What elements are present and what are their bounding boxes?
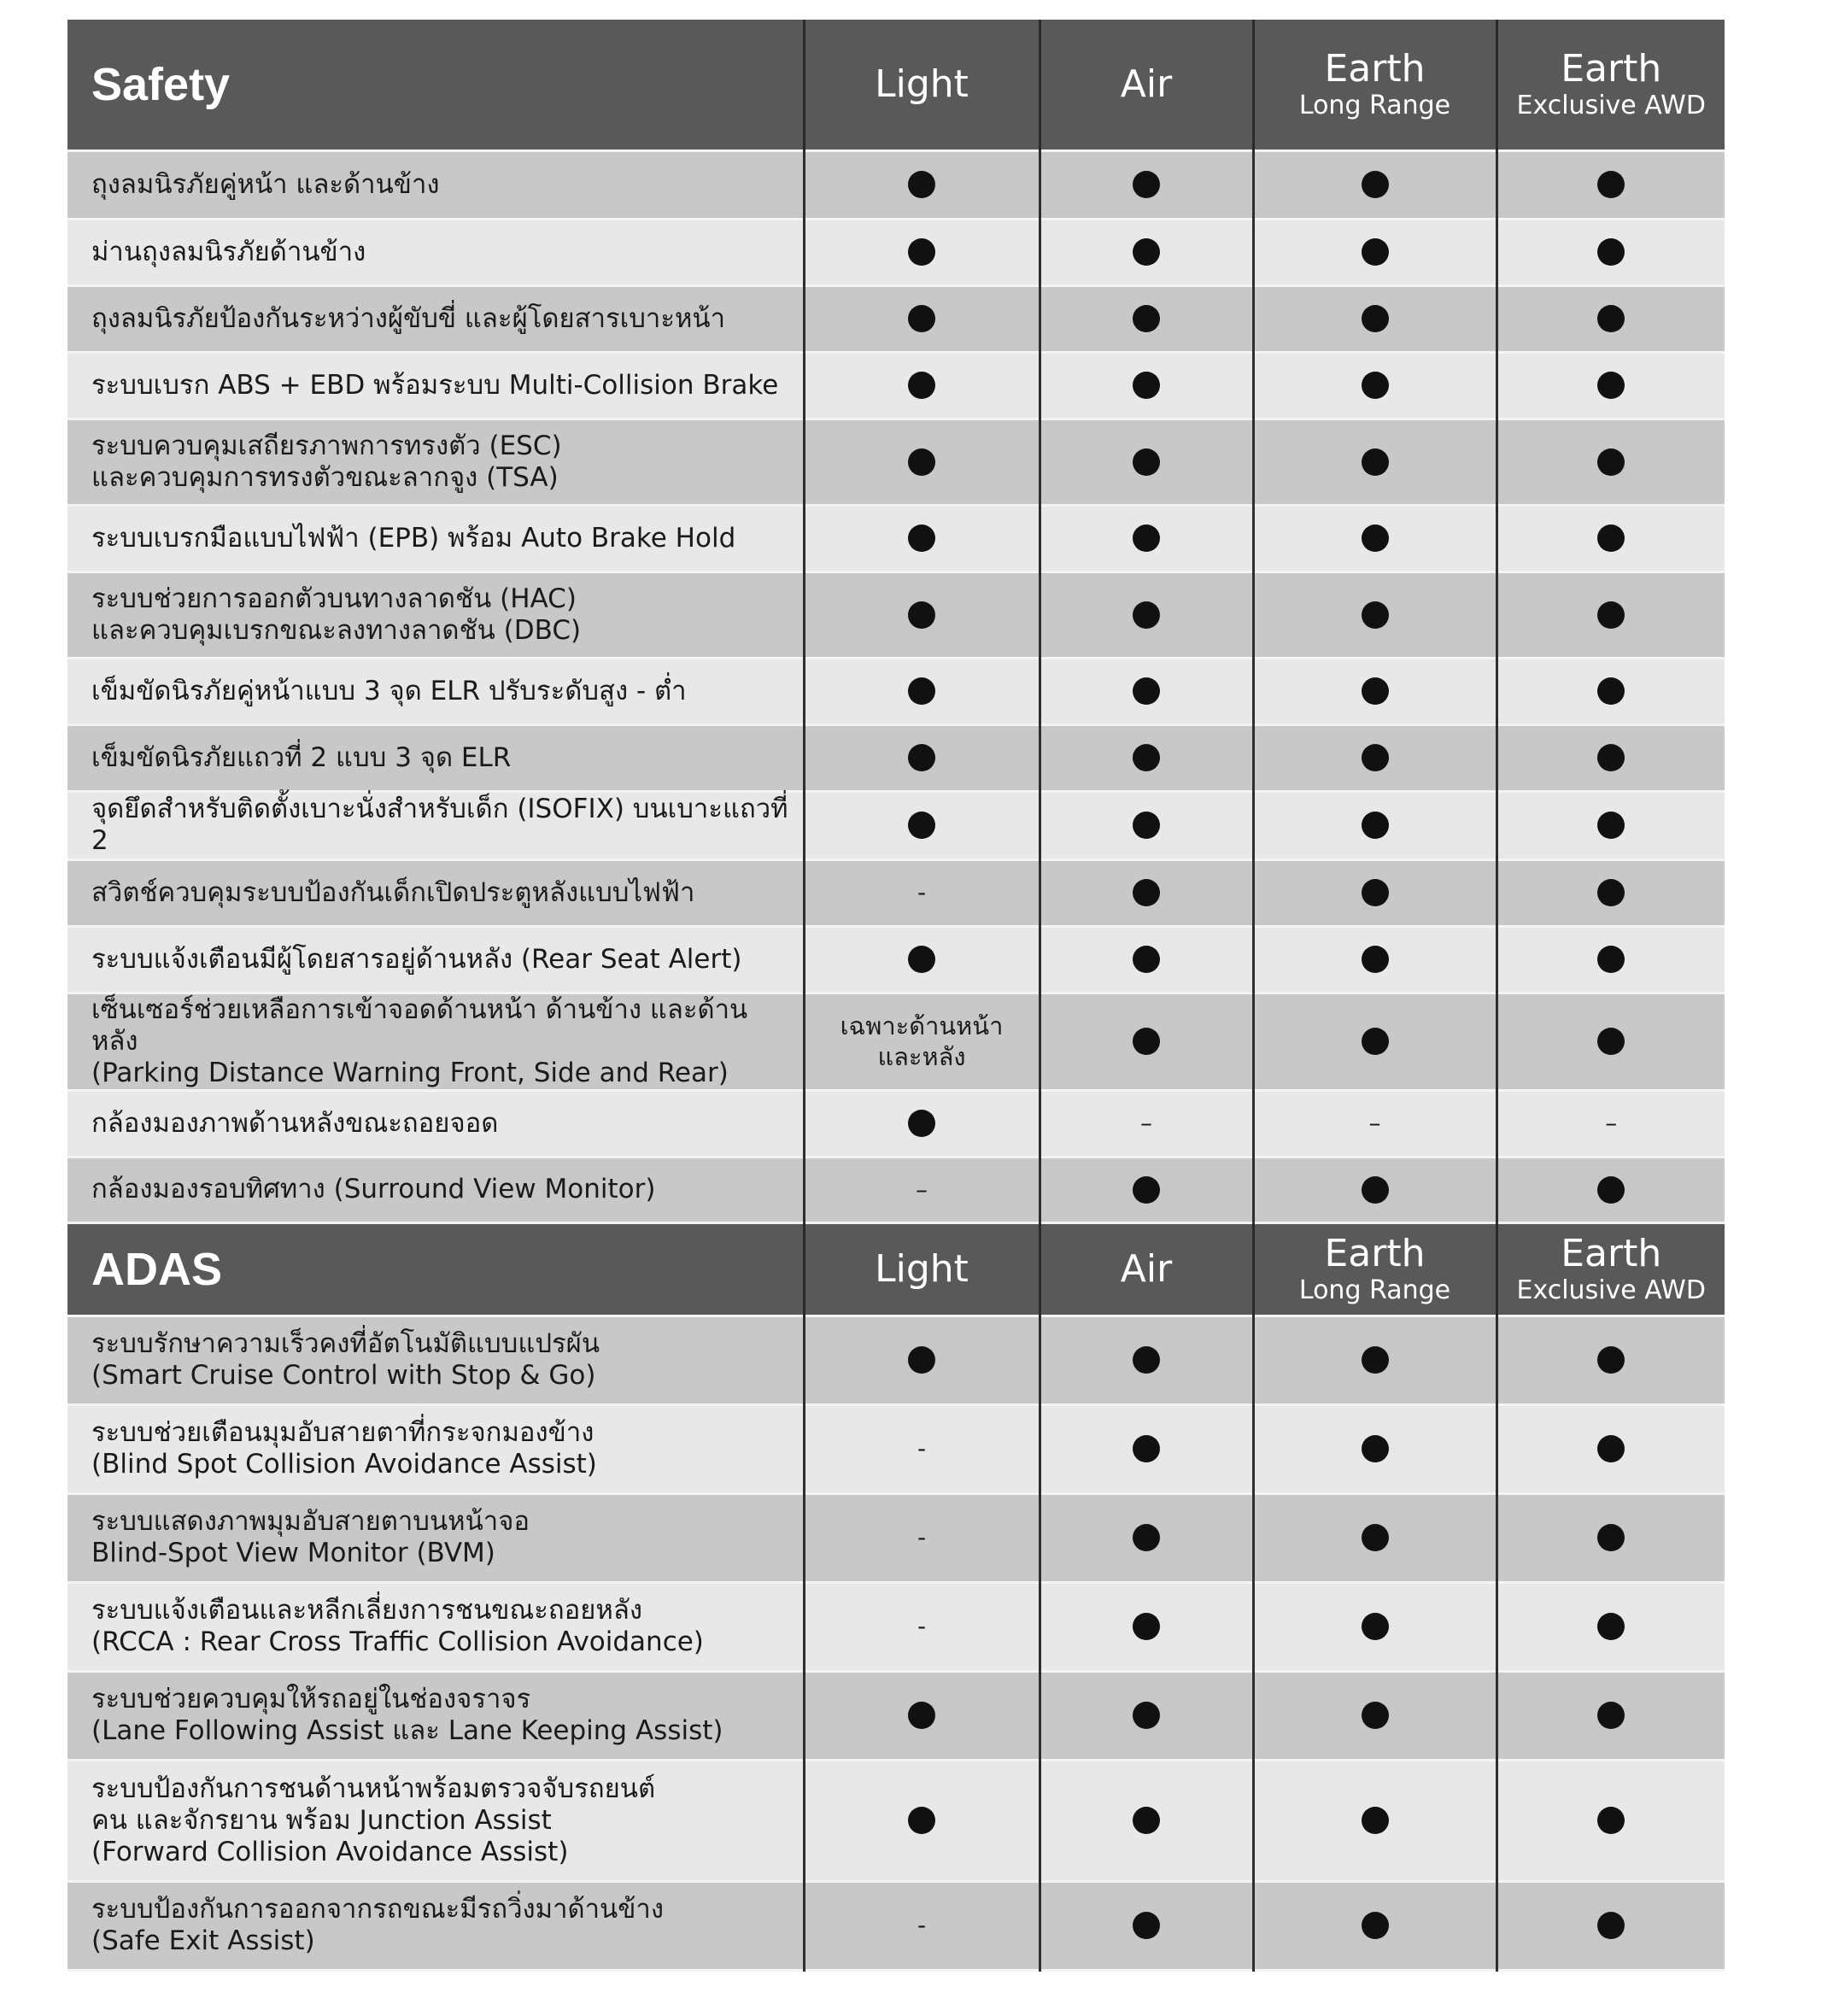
available-dot-icon bbox=[1597, 879, 1625, 906]
feature-text-line: และควบคุมการทรงตัวขณะลากจูง (TSA) bbox=[91, 461, 559, 493]
spec-table bbox=[67, 20, 1725, 1972]
adas-header-row bbox=[67, 1222, 1725, 1316]
adas-table-row bbox=[67, 1760, 1725, 1881]
safety-table-row bbox=[67, 724, 1725, 791]
availability-cell bbox=[1040, 505, 1253, 571]
available-dot-icon bbox=[1133, 1702, 1160, 1729]
available-dot-icon bbox=[1597, 525, 1625, 552]
available-dot-icon bbox=[1597, 1613, 1625, 1640]
feature-label bbox=[67, 926, 804, 993]
availability-cell bbox=[1253, 1404, 1496, 1493]
adas-table-row bbox=[67, 1582, 1725, 1671]
available-dot-icon bbox=[1133, 879, 1160, 906]
availability-cell bbox=[1496, 658, 1725, 724]
availability-cell bbox=[1253, 1881, 1496, 1970]
availability-cell bbox=[1496, 993, 1725, 1090]
availability-cell bbox=[1040, 1671, 1253, 1760]
feature-text-line: ระบบช่วยควบคุมให้รถอยู่ในช่องจราจร bbox=[91, 1684, 531, 1714]
availability-cell bbox=[1040, 859, 1253, 926]
feature-label bbox=[67, 859, 804, 926]
availability-cell bbox=[804, 1090, 1040, 1157]
column-name: Earth bbox=[1324, 46, 1426, 91]
available-dot-icon bbox=[1362, 1435, 1389, 1462]
feature-text-line: คน และจักรยาน พร้อม Junction Assist bbox=[91, 1804, 552, 1836]
availability-cell bbox=[804, 859, 1040, 926]
not-available-dash: – bbox=[1605, 1109, 1618, 1137]
availability-cell bbox=[804, 571, 1040, 658]
availability-cell bbox=[804, 505, 1040, 571]
feature-text-line: ระบบแจ้งเตือนมีผู้โดยสารอยู่ด้านหลัง (Rear Seat Alert) bbox=[91, 943, 742, 975]
availability-cell bbox=[1253, 1157, 1496, 1222]
availability-cell bbox=[1496, 859, 1725, 926]
available-dot-icon bbox=[1133, 448, 1160, 476]
availability-cell bbox=[804, 1582, 1040, 1671]
available-dot-icon bbox=[1597, 448, 1625, 476]
available-dot-icon bbox=[1362, 744, 1389, 771]
availability-cell bbox=[1496, 571, 1725, 658]
feature-label bbox=[67, 285, 804, 352]
availability-cell bbox=[804, 1157, 1040, 1222]
available-dot-icon bbox=[1133, 744, 1160, 771]
safety-table-row bbox=[67, 352, 1725, 419]
available-dot-icon bbox=[1133, 1807, 1160, 1834]
availability-cell bbox=[804, 993, 1040, 1090]
availability-cell bbox=[1496, 352, 1725, 419]
adas-table-row bbox=[67, 1316, 1725, 1404]
availability-cell bbox=[1496, 1582, 1725, 1671]
availability-cell bbox=[804, 1760, 1040, 1881]
not-available-dash: – bbox=[916, 1175, 928, 1204]
safety-section-title: Safety bbox=[67, 20, 804, 150]
available-dot-icon bbox=[1133, 1912, 1160, 1939]
feature-text-line: (Forward Collision Avoidance Assist) bbox=[91, 1836, 569, 1867]
available-dot-icon bbox=[1362, 946, 1389, 973]
availability-cell bbox=[1040, 1493, 1253, 1582]
available-dot-icon bbox=[1362, 812, 1389, 839]
availability-cell bbox=[804, 219, 1040, 285]
availability-cell bbox=[804, 658, 1040, 724]
not-available-dash: - bbox=[917, 1911, 927, 1939]
feature-label bbox=[67, 219, 804, 285]
availability-cell bbox=[804, 1493, 1040, 1582]
availability-cell bbox=[1253, 1090, 1496, 1157]
available-dot-icon bbox=[1133, 601, 1160, 629]
feature-label bbox=[67, 993, 804, 1090]
availability-cell bbox=[1253, 859, 1496, 926]
available-dot-icon bbox=[908, 812, 935, 839]
availability-cell bbox=[1496, 1493, 1725, 1582]
available-dot-icon bbox=[1362, 1028, 1389, 1055]
availability-cell bbox=[1040, 150, 1253, 219]
safety-table-row bbox=[67, 1090, 1725, 1157]
availability-cell bbox=[1496, 1760, 1725, 1881]
feature-text-line: เซ็นเซอร์ช่วยเหลือการเข้าจอดด้านหน้า ด้านข้าง และด้านหลัง bbox=[91, 993, 748, 1057]
available-dot-icon bbox=[1597, 1807, 1625, 1834]
available-dot-icon bbox=[1133, 1613, 1160, 1640]
availability-cell bbox=[1496, 1881, 1725, 1970]
adas-section-title: ADAS bbox=[67, 1222, 804, 1316]
availability-cell bbox=[1040, 1881, 1253, 1970]
available-dot-icon bbox=[1597, 601, 1625, 629]
available-dot-icon bbox=[1597, 744, 1625, 771]
available-dot-icon bbox=[1133, 812, 1160, 839]
availability-cell bbox=[1496, 1316, 1725, 1404]
availability-cell bbox=[1253, 926, 1496, 993]
available-dot-icon bbox=[1597, 305, 1625, 332]
not-available-dash: - bbox=[917, 1434, 927, 1462]
feature-text-line: ระบบแสดงภาพมุมอับสายตาบนหน้าจอ bbox=[91, 1506, 530, 1537]
adas-table-row bbox=[67, 1493, 1725, 1582]
available-dot-icon bbox=[1597, 1912, 1625, 1939]
feature-label bbox=[67, 419, 804, 505]
adas-table-row bbox=[67, 1671, 1725, 1760]
availability-cell bbox=[1253, 1582, 1496, 1671]
safety-column-header bbox=[1040, 20, 1253, 150]
available-dot-icon bbox=[1597, 946, 1625, 973]
feature-text-line: ระบบรักษาความเร็วคงที่อัตโนมัติแบบแปรผัน bbox=[91, 1328, 600, 1359]
availability-cell bbox=[1496, 926, 1725, 993]
feature-text-line: ระบบเบรกมือแบบไฟฟ้า (EPB) พร้อม Auto Brake Hold bbox=[91, 522, 736, 554]
available-dot-icon bbox=[908, 1807, 935, 1834]
feature-text-line: ระบบป้องกันการออกจากรถขณะมีรถวิ่งมาด้านข้าง bbox=[91, 1894, 664, 1925]
column-name: Light bbox=[875, 1246, 969, 1291]
availability-cell bbox=[1496, 724, 1725, 791]
not-available-dash: – bbox=[1140, 1109, 1152, 1137]
availability-note: เฉพาะด้านหน้า bbox=[840, 1011, 1004, 1040]
feature-label bbox=[67, 791, 804, 859]
feature-label bbox=[67, 724, 804, 791]
feature-label bbox=[67, 1760, 804, 1881]
feature-text-line: ระบบแจ้งเตือนและหลีกเลี่ยงการชนขณะถอยหลัง bbox=[91, 1595, 642, 1626]
adas-column-header bbox=[1040, 1222, 1253, 1316]
feature-text-line: ถุงลมนิรภัยป้องกันระหว่างผู้ขับขี่ และผู้โดยสารเบาะหน้า bbox=[91, 302, 726, 334]
safety-table-row bbox=[67, 993, 1725, 1090]
feature-text-line: จุดยึดสำหรับติดตั้งเบาะนั่งสำหรับเด็ก (ISOFIX) บนเบาะแถวที่ 2 bbox=[91, 794, 788, 856]
availability-cell bbox=[804, 724, 1040, 791]
available-dot-icon bbox=[908, 744, 935, 771]
availability-cell bbox=[1040, 285, 1253, 352]
available-dot-icon bbox=[1597, 1435, 1625, 1462]
not-available-dash: – bbox=[1368, 1109, 1381, 1137]
availability-cell bbox=[1253, 419, 1496, 505]
safety-table-row bbox=[67, 859, 1725, 926]
available-dot-icon bbox=[1133, 171, 1160, 198]
column-subname: Long Range bbox=[1298, 90, 1451, 120]
availability-cell bbox=[804, 791, 1040, 859]
available-dot-icon bbox=[1597, 1028, 1625, 1055]
column-subname: Exclusive AWD bbox=[1516, 1275, 1706, 1305]
available-dot-icon bbox=[1133, 238, 1160, 266]
available-dot-icon bbox=[1362, 525, 1389, 552]
availability-cell bbox=[1253, 791, 1496, 859]
column-subname: Long Range bbox=[1298, 1275, 1451, 1305]
feature-label bbox=[67, 352, 804, 419]
available-dot-icon bbox=[908, 1110, 935, 1137]
safety-table-row bbox=[67, 150, 1725, 219]
available-dot-icon bbox=[908, 525, 935, 552]
feature-label bbox=[67, 1671, 804, 1760]
availability-cell bbox=[1040, 658, 1253, 724]
availability-cell bbox=[1253, 505, 1496, 571]
available-dot-icon bbox=[1133, 946, 1160, 973]
availability-cell bbox=[1253, 658, 1496, 724]
available-dot-icon bbox=[1362, 677, 1389, 705]
column-subname: Exclusive AWD bbox=[1516, 90, 1706, 120]
available-dot-icon bbox=[1362, 305, 1389, 332]
availability-cell bbox=[1040, 1157, 1253, 1222]
feature-text-line: (Lane Following Assist และ Lane Keeping Assist) bbox=[91, 1715, 723, 1746]
safety-table-row bbox=[67, 219, 1725, 285]
available-dot-icon bbox=[1133, 525, 1160, 552]
availability-cell bbox=[1253, 993, 1496, 1090]
availability-cell bbox=[1040, 1582, 1253, 1671]
available-dot-icon bbox=[908, 372, 935, 399]
column-name: Earth bbox=[1324, 1231, 1426, 1275]
safety-table-row bbox=[67, 419, 1725, 505]
adas-column-header bbox=[804, 1222, 1040, 1316]
availability-cell bbox=[1496, 1404, 1725, 1493]
available-dot-icon bbox=[1133, 1028, 1160, 1055]
availability-cell bbox=[1040, 419, 1253, 505]
available-dot-icon bbox=[1597, 372, 1625, 399]
feature-label bbox=[67, 1316, 804, 1404]
available-dot-icon bbox=[908, 171, 935, 198]
available-dot-icon bbox=[1133, 1346, 1160, 1374]
availability-cell bbox=[1040, 571, 1253, 658]
feature-label bbox=[67, 1404, 804, 1493]
column-name: Earth bbox=[1561, 46, 1662, 91]
feature-label bbox=[67, 658, 804, 724]
feature-text-line: สวิตช์ควบคุมระบบป้องกันเด็กเปิดประตูหลังแบบไฟฟ้า bbox=[91, 876, 695, 908]
feature-text-line: เข็มขัดนิรภัยคู่หน้าแบบ 3 จุด ELR ปรับระดับสูง - ต่ำ bbox=[91, 675, 687, 706]
feature-text-line: (RCCA : Rear Cross Traffic Collision Avoidance) bbox=[91, 1626, 704, 1657]
availability-cell bbox=[1253, 724, 1496, 791]
not-available-dash: - bbox=[917, 1523, 927, 1551]
feature-label bbox=[67, 1090, 804, 1157]
available-dot-icon bbox=[1362, 171, 1389, 198]
safety-table-row bbox=[67, 285, 1725, 352]
available-dot-icon bbox=[1133, 1176, 1160, 1204]
availability-cell bbox=[804, 352, 1040, 419]
availability-cell bbox=[804, 419, 1040, 505]
availability-cell bbox=[804, 1316, 1040, 1404]
feature-text-line: กล้องมองรอบทิศทาง (Surround View Monitor) bbox=[91, 1174, 656, 1204]
available-dot-icon bbox=[908, 1346, 935, 1374]
available-dot-icon bbox=[1597, 238, 1625, 266]
available-dot-icon bbox=[1362, 448, 1389, 476]
safety-column-header bbox=[1496, 20, 1725, 150]
availability-cell bbox=[1040, 724, 1253, 791]
adas-column-header bbox=[1253, 1222, 1496, 1316]
safety-header-row bbox=[67, 20, 1725, 150]
feature-label bbox=[67, 150, 804, 219]
feature-text-line: ระบบควบคุมเสถียรภาพการทรงตัว (ESC) bbox=[91, 430, 562, 461]
available-dot-icon bbox=[1362, 1613, 1389, 1640]
feature-text-line: ระบบป้องกันการชนด้านหน้าพร้อมตรวจจับรถยนต์ bbox=[91, 1773, 656, 1804]
feature-text-line: Blind-Spot View Monitor (BVM) bbox=[91, 1538, 495, 1568]
available-dot-icon bbox=[1133, 372, 1160, 399]
availability-cell bbox=[1496, 791, 1725, 859]
availability-cell bbox=[1040, 1090, 1253, 1157]
availability-cell bbox=[1253, 285, 1496, 352]
availability-cell bbox=[1040, 1404, 1253, 1493]
availability-cell bbox=[804, 926, 1040, 993]
available-dot-icon bbox=[908, 448, 935, 476]
feature-text-line: กล้องมองภาพด้านหลังขณะถอยจอด bbox=[91, 1107, 499, 1139]
availability-cell bbox=[804, 1881, 1040, 1970]
availability-cell bbox=[1253, 150, 1496, 219]
available-dot-icon bbox=[1362, 1176, 1389, 1204]
column-name: Air bbox=[1120, 1246, 1173, 1291]
feature-label bbox=[67, 1493, 804, 1582]
column-name: Earth bbox=[1561, 1231, 1662, 1275]
feature-label bbox=[67, 1582, 804, 1671]
feature-text-line: ระบบเบรก ABS + EBD พร้อมระบบ Multi-Collision Brake bbox=[91, 369, 779, 401]
availability-cell bbox=[1253, 1316, 1496, 1404]
feature-text-line: เข็มขัดนิรภัยแถวที่ 2 แบบ 3 จุด ELR bbox=[91, 741, 512, 773]
available-dot-icon bbox=[1133, 1524, 1160, 1551]
not-available-dash: - bbox=[917, 878, 927, 906]
feature-text-line: (Safe Exit Assist) bbox=[91, 1925, 315, 1956]
safety-table-row bbox=[67, 571, 1725, 658]
feature-label bbox=[67, 571, 804, 658]
availability-cell bbox=[804, 285, 1040, 352]
availability-cell bbox=[804, 150, 1040, 219]
available-dot-icon bbox=[1597, 677, 1625, 705]
available-dot-icon bbox=[1133, 677, 1160, 705]
available-dot-icon bbox=[1362, 879, 1389, 906]
safety-table-row bbox=[67, 791, 1725, 859]
available-dot-icon bbox=[1597, 1176, 1625, 1204]
adas-table-row bbox=[67, 1881, 1725, 1970]
feature-text-line: ระบบช่วยการออกตัวบนทางลาดชัน (HAC) bbox=[91, 583, 577, 614]
availability-cell bbox=[1496, 419, 1725, 505]
availability-cell bbox=[1253, 219, 1496, 285]
available-dot-icon bbox=[908, 1702, 935, 1729]
available-dot-icon bbox=[1362, 1702, 1389, 1729]
availability-cell bbox=[1040, 791, 1253, 859]
availability-cell bbox=[1040, 1316, 1253, 1404]
safety-table-row bbox=[67, 1157, 1725, 1222]
available-dot-icon bbox=[1597, 171, 1625, 198]
available-dot-icon bbox=[1362, 1912, 1389, 1939]
availability-cell bbox=[1253, 1493, 1496, 1582]
safety-table-row bbox=[67, 658, 1725, 724]
available-dot-icon bbox=[1597, 1524, 1625, 1551]
available-dot-icon bbox=[1362, 601, 1389, 629]
available-dot-icon bbox=[1133, 1435, 1160, 1462]
availability-cell bbox=[1040, 993, 1253, 1090]
availability-cell bbox=[1496, 1090, 1725, 1157]
available-dot-icon bbox=[1362, 372, 1389, 399]
availability-cell bbox=[1040, 926, 1253, 993]
safety-table-row bbox=[67, 505, 1725, 571]
feature-text-line: ระบบช่วยเตือนมุมอับสายตาที่กระจกมองข้าง bbox=[91, 1417, 594, 1448]
available-dot-icon bbox=[908, 238, 935, 266]
availability-cell bbox=[1253, 1760, 1496, 1881]
available-dot-icon bbox=[1362, 1346, 1389, 1374]
availability-cell bbox=[1496, 505, 1725, 571]
available-dot-icon bbox=[1597, 1702, 1625, 1729]
available-dot-icon bbox=[1362, 238, 1389, 266]
feature-text-line: ม่านถุงลมนิรภัยด้านข้าง bbox=[91, 236, 366, 267]
feature-text-line: (Blind Spot Collision Avoidance Assist) bbox=[91, 1449, 597, 1480]
feature-text-line: ถุงลมนิรภัยคู่หน้า และด้านข้าง bbox=[91, 168, 440, 200]
availability-cell bbox=[1040, 1760, 1253, 1881]
availability-cell bbox=[1253, 1671, 1496, 1760]
available-dot-icon bbox=[1597, 1346, 1625, 1374]
availability-cell bbox=[1496, 285, 1725, 352]
availability-cell bbox=[804, 1404, 1040, 1493]
feature-text-line: (Smart Cruise Control with Stop & Go) bbox=[91, 1360, 596, 1391]
available-dot-icon bbox=[1362, 1524, 1389, 1551]
feature-label bbox=[67, 1881, 804, 1970]
availability-cell bbox=[1496, 1157, 1725, 1222]
availability-cell bbox=[1496, 1671, 1725, 1760]
available-dot-icon bbox=[908, 677, 935, 705]
column-name: Air bbox=[1120, 62, 1173, 106]
feature-label bbox=[67, 505, 804, 571]
column-name: Light bbox=[875, 62, 969, 106]
available-dot-icon bbox=[908, 601, 935, 629]
available-dot-icon bbox=[908, 305, 935, 332]
safety-column-header bbox=[1253, 20, 1496, 150]
available-dot-icon bbox=[1362, 1807, 1389, 1834]
available-dot-icon bbox=[1597, 812, 1625, 839]
spec-table-container bbox=[67, 20, 1725, 1972]
feature-text-line: (Parking Distance Warning Front, Side and Rear) bbox=[91, 1057, 729, 1088]
adas-column-header bbox=[1496, 1222, 1725, 1316]
not-available-dash: - bbox=[917, 1612, 927, 1640]
available-dot-icon bbox=[1133, 305, 1160, 332]
availability-cell bbox=[1040, 352, 1253, 419]
available-dot-icon bbox=[908, 946, 935, 973]
availability-note: และหลัง bbox=[877, 1042, 966, 1071]
safety-table-row bbox=[67, 926, 1725, 993]
availability-cell bbox=[804, 1671, 1040, 1760]
availability-cell bbox=[1496, 219, 1725, 285]
availability-cell bbox=[1496, 150, 1725, 219]
feature-text-line: และควบคุมเบรกขณะลงทางลาดชัน (DBC) bbox=[91, 614, 582, 646]
feature-label bbox=[67, 1157, 804, 1222]
availability-cell bbox=[1253, 352, 1496, 419]
adas-table-row bbox=[67, 1404, 1725, 1493]
availability-cell bbox=[1040, 219, 1253, 285]
availability-cell bbox=[1253, 571, 1496, 658]
safety-column-header bbox=[804, 20, 1040, 150]
